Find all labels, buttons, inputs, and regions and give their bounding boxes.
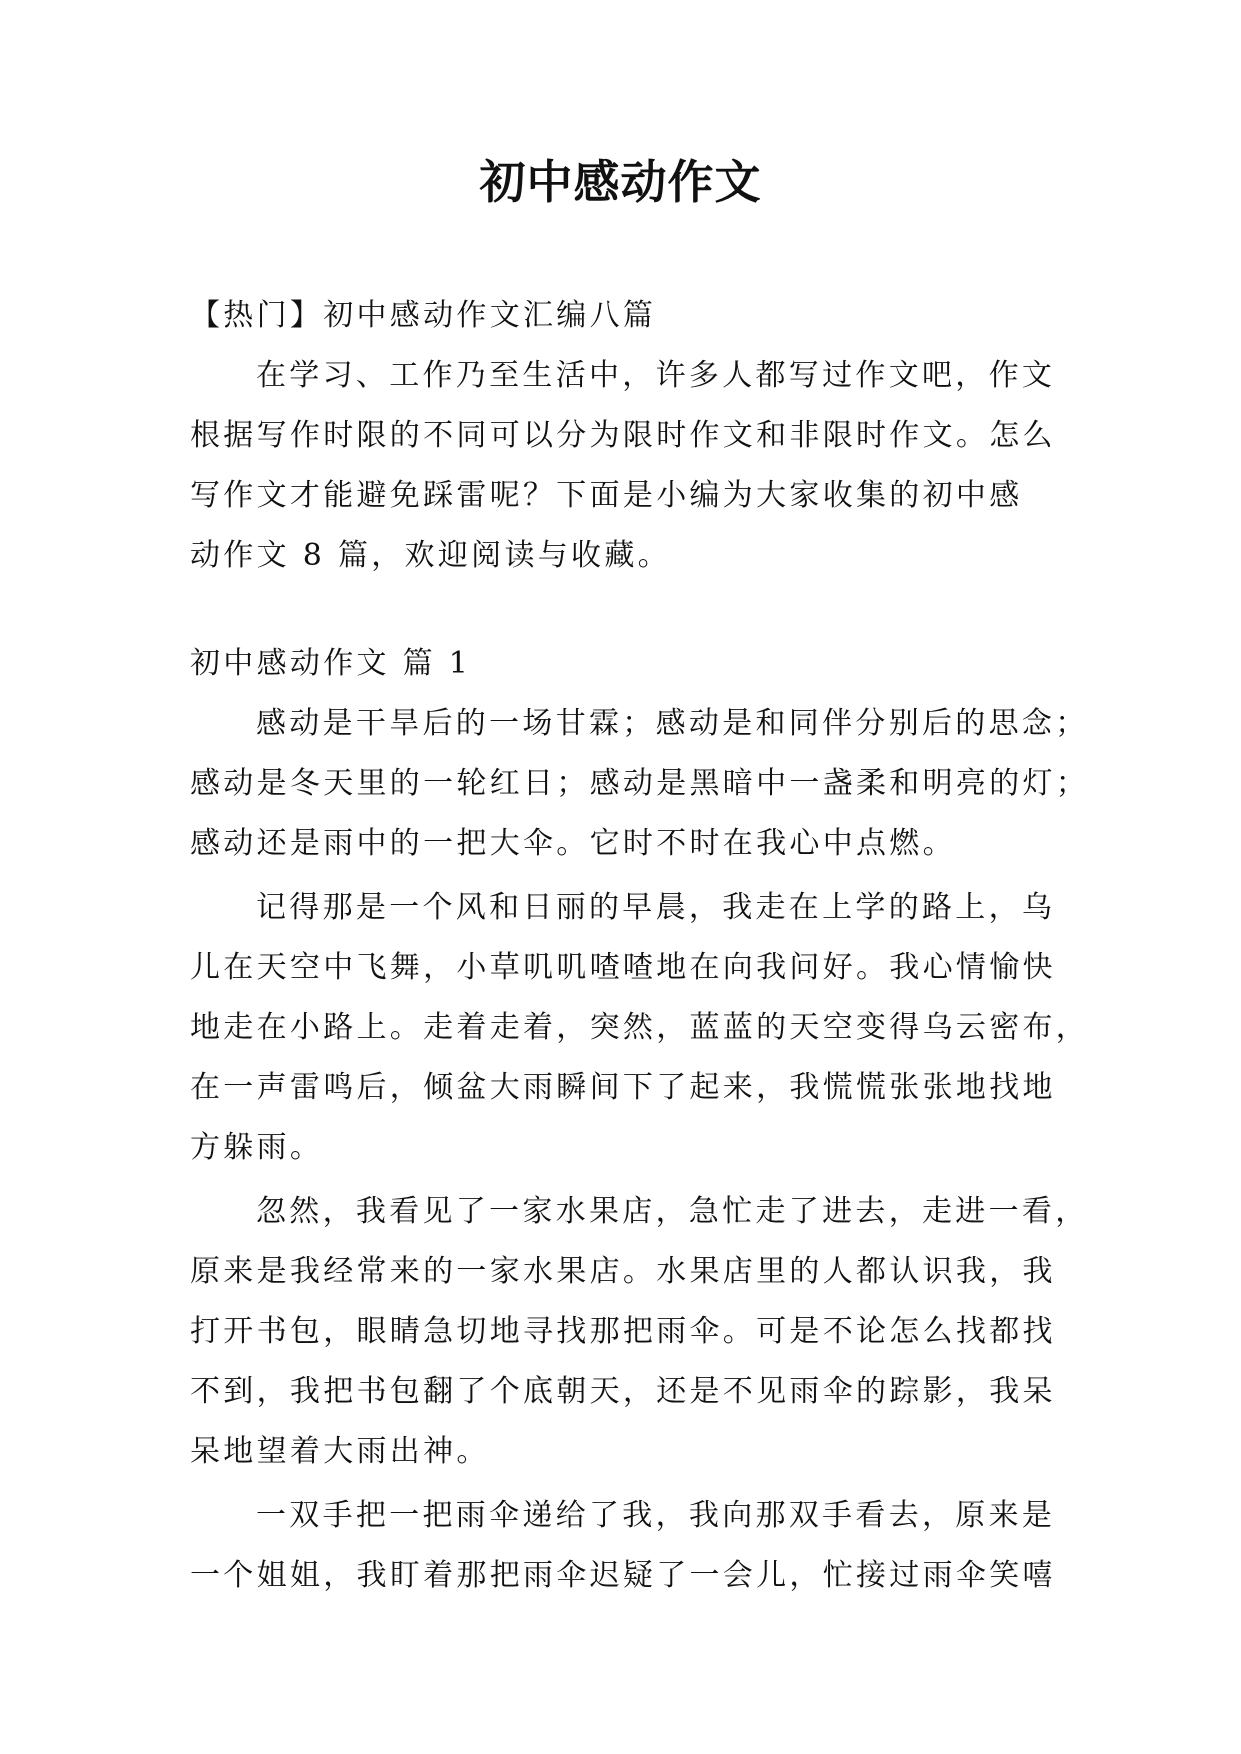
paragraph-line: 打开书包，眼睛急切地寻找那把雨伞。可是不论怎么找都找	[190, 1314, 1056, 1349]
body-paragraph	[190, 1182, 1089, 1482]
body-paragraph	[190, 1486, 1056, 1606]
paragraph-line: 原来是我经常来的一家水果店。水果店里的人都认识我，我	[190, 1254, 1056, 1289]
document-body	[190, 286, 1090, 1606]
paragraph-line: 在一声雷鸣后，倾盆大雨瞬间下了起来，我慌慌张张地找地	[190, 1070, 1056, 1105]
section-heading: 初中感动作文 篇 1	[190, 646, 472, 681]
paragraph-line: 呆地望着大雨出神。	[190, 1434, 490, 1469]
intro-line: 写作文才能避免踩雷呢？下面是小编为大家收集的初中感	[190, 478, 1023, 513]
paragraph-line: 一双手把一把雨伞递给了我，我向那双手看去，原来是	[256, 1498, 1056, 1533]
paragraph-line: 记得那是一个风和日丽的早晨，我走在上学的路上，乌	[256, 890, 1056, 925]
paragraph-line: 感动还是雨中的一把大伞。它时不时在我心中点燃。	[190, 826, 956, 861]
paragraph-line: 方躲雨。	[190, 1130, 324, 1165]
paragraph-line: 忽然，我看见了一家水果店，急忙走了进去，走进一看，	[256, 1194, 1089, 1229]
section-spacer	[190, 586, 1050, 634]
intro-line: 根据写作时限的不同可以分为限时作文和非限时作文。怎么	[190, 418, 1056, 453]
paragraph-line: 感动是冬天里的一轮红日；感动是黑暗中一盏柔和明亮的灯；	[190, 766, 1090, 801]
intro-line: 在学习、工作乃至生活中，许多人都写过作文吧，作文	[256, 358, 1056, 393]
body-paragraph	[190, 694, 1090, 874]
body-paragraph	[190, 878, 1090, 1178]
paragraph-line: 儿在天空中飞舞，小草叽叽喳喳地在向我问好。我心情愉快	[190, 950, 1056, 985]
intro-line: 动作文 8 篇，欢迎阅读与收藏。	[190, 538, 671, 573]
document-title: 初中感动作文	[479, 155, 762, 209]
paragraph-line: 感动是干旱后的一场甘霖；感动是和同伴分别后的思念；	[256, 706, 1089, 741]
intro-paragraph	[190, 346, 1056, 586]
document-subtitle: 【热门】初中感动作文汇编八篇	[190, 298, 657, 333]
paragraph-line: 一个姐姐，我盯着那把雨伞迟疑了一会儿，忙接过雨伞笑嘻	[190, 1558, 1056, 1593]
paragraph-line: 地走在小路上。走着走着，突然，蓝蓝的天空变得乌云密布，	[190, 1010, 1090, 1045]
paragraph-line: 不到，我把书包翻了个底朝天，还是不见雨伞的踪影，我呆	[190, 1374, 1056, 1409]
